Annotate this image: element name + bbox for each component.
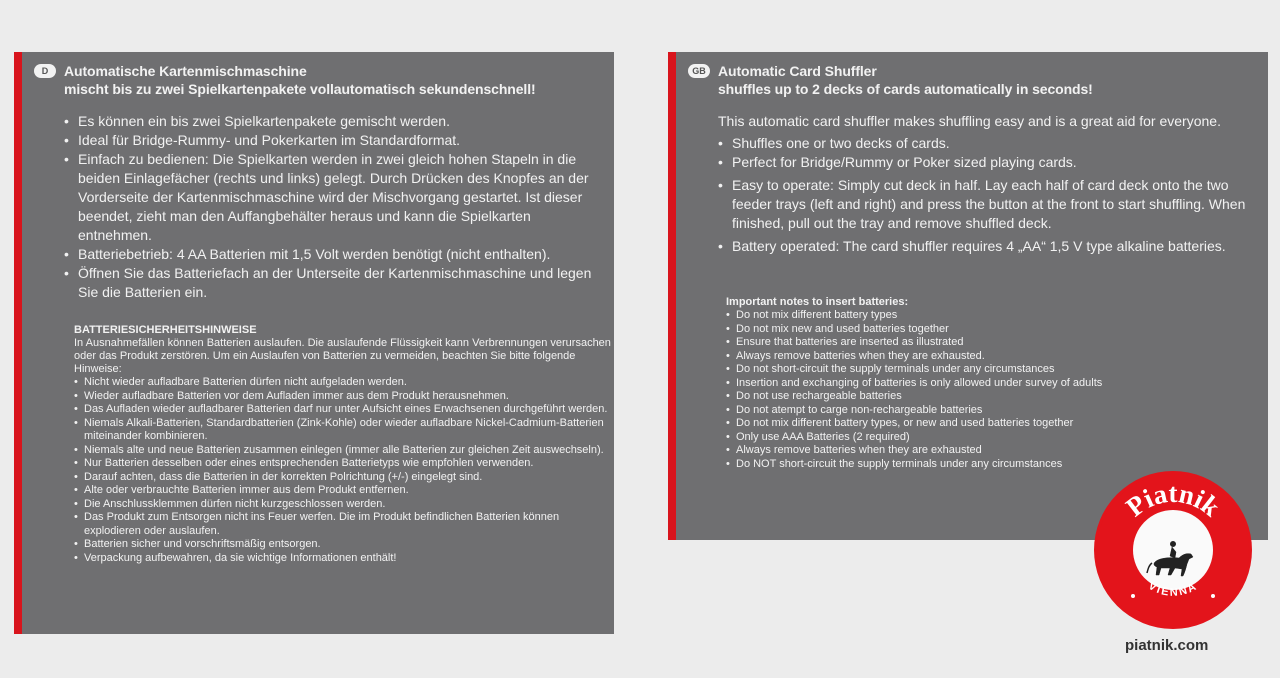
logo-seal-graphic	[1097, 474, 1249, 626]
list-item: • Darauf achten, dass die Batterien in der korrekten Polrichtung (+/-) eingelegt sind.	[74, 471, 614, 485]
list-item: • Do not mix different battery types	[726, 309, 1136, 323]
english-notes-title: Important notes to insert batteries:	[726, 296, 909, 308]
english-feature-list	[688, 134, 1258, 256]
logo-dot	[1131, 594, 1135, 598]
list-item: • Perfect for Bridge/Rummy or Poker sized playing cards.	[718, 153, 1258, 172]
list-item: • Ensure that batteries are inserted as illustrated	[726, 336, 1136, 350]
list-item: • Do not atempt to carge non-rechargeable batteries	[726, 404, 1136, 418]
german-feature-list	[34, 112, 604, 302]
german-safety-list	[74, 376, 614, 565]
english-instructions-panel	[668, 52, 1268, 540]
list-item: • Do not mix different battery types, or new and used batteries together	[726, 417, 1136, 431]
list-item: • Batterien sicher und vorschriftsmäßig entsorgen.	[74, 538, 614, 552]
english-intro: This automatic card shuffler makes shuffling easy and is a great aid for everyone.	[718, 113, 1221, 129]
list-item: • Niemals alte und neue Batterien zusammen einlegen (immer alle Batterien zur gleichen Zeit auswechseln).	[74, 444, 614, 458]
piatnik-logo	[1097, 474, 1249, 626]
logo-city-text: VIENNA	[1146, 580, 1200, 599]
list-item: • Nicht wieder aufladbare Batterien dürfen nicht aufgeladen werden.	[74, 376, 614, 390]
list-item: • Only use AAA Batteries (2 required)	[726, 431, 1136, 445]
list-item: • Einfach zu bedienen: Die Spielkarten werden in zwei gleich hohen Stapeln in die beiden Einlagefächer (rechts und links) gelegt. Durch Drücken des Knopfes an der Vorderseite der Kartenmischmaschine wird der Mischvorgang gestartet. Ist dieser beendet, zieht man den Auffangbehälter heraus und kann die Spielkarten entnehmen.	[64, 150, 604, 245]
list-item: • Batteriebetrieb: 4 AA Batterien mit 1,5 Volt werden benötigt (nicht enthalten).	[64, 245, 604, 264]
list-item: • Es können ein bis zwei Spielkartenpakete gemischt werden.	[64, 112, 604, 131]
list-item: • Die Anschlussklemmen dürfen nicht kurzgeschlossen werden.	[74, 498, 614, 512]
german-title: Automatische Kartenmischmaschine	[64, 63, 307, 79]
list-item: • Do NOT short-circuit the supply terminals under any circumstances	[726, 458, 1136, 472]
list-item: • Insertion and exchanging of batteries is only allowed under survey of adults	[726, 377, 1136, 391]
list-item: • Ideal für Bridge-Rummy- und Pokerkarten im Standardformat.	[64, 131, 604, 150]
german-safety-intro: In Ausnahmefällen können Batterien auslaufen. Die auslaufende Flüssigkeit kann Verbrennungen verursachen oder das Produkt zerstören. Um ein Auslaufen von Batterien zu vermeiden, beachten Sie bitte folgende Hinweise:	[74, 337, 611, 375]
list-item: • Alte oder verbrauchte Batterien immer aus dem Produkt entfernen.	[74, 484, 614, 498]
english-notes-list	[726, 309, 1136, 471]
horse-rider-icon	[1147, 542, 1193, 577]
german-instructions-panel	[14, 52, 614, 634]
logo-dot	[1211, 594, 1215, 598]
list-item: • Always remove batteries when they are exhausted.	[726, 350, 1136, 364]
list-item: • Do not short-circuit the supply terminals under any circumstances	[726, 363, 1136, 377]
list-item: • Do not mix new and used batteries together	[726, 323, 1136, 337]
list-item: • Öffnen Sie das Batteriefach an der Unterseite der Kartenmischmaschine und legen Sie die Batterien ein.	[64, 264, 604, 302]
german-safety-title: BATTERIESICHERHEITSHINWEISE	[74, 324, 257, 336]
list-item: • Always remove batteries when they are exhausted	[726, 444, 1136, 458]
list-item: • Niemals Alkali-Batterien, Standardbatterien (Zink-Kohle) oder wieder aufladbare Nickel-Cadmium-Batterien miteinander kombinieren.	[74, 417, 614, 444]
language-badge-gb: GB	[688, 64, 710, 78]
list-item: • Das Aufladen wieder aufladbarer Batterien darf nur unter Aufsicht eines Erwachsenen durchgeführt werden.	[74, 403, 614, 417]
language-badge-de: D	[34, 64, 56, 78]
list-item: • Nur Batterien desselben oder eines entsprechenden Batterietyps wie empfohlen verwenden.	[74, 457, 614, 471]
list-item: • Das Produkt zum Entsorgen nicht ins Feuer werfen. Die im Produkt befindlichen Batterien können explodieren oder auslaufen.	[74, 511, 614, 538]
english-subtitle: shuffles up to 2 decks of cards automatically in seconds!	[718, 81, 1093, 97]
list-item: • Shuffles one or two decks of cards.	[718, 134, 1258, 153]
list-item: • Verpackung aufbewahren, da sie wichtige Informationen enthält!	[74, 552, 614, 566]
german-subtitle: mischt bis zu zwei Spielkartenpakete vollautomatisch sekundenschnell!	[64, 81, 536, 97]
list-item: • Wieder aufladbare Batterien vor dem Aufladen immer aus dem Produkt herausnehmen.	[74, 390, 614, 404]
logo-brand-text: Piatnik	[1120, 477, 1226, 523]
list-item: • Do not use rechargeable batteries	[726, 390, 1136, 404]
english-title: Automatic Card Shuffler	[718, 63, 877, 79]
website-url: piatnik.com	[1125, 637, 1209, 654]
list-item: • Battery operated: The card shuffler requires 4 „AA“ 1,5 V type alkaline batteries.	[718, 237, 1258, 256]
list-item: • Easy to operate: Simply cut deck in half. Lay each half of card deck onto the two feeder trays (left and right) and press the button at the front to start shuffling. When finished, pull out the tray and remove shuffled deck.	[718, 176, 1258, 233]
